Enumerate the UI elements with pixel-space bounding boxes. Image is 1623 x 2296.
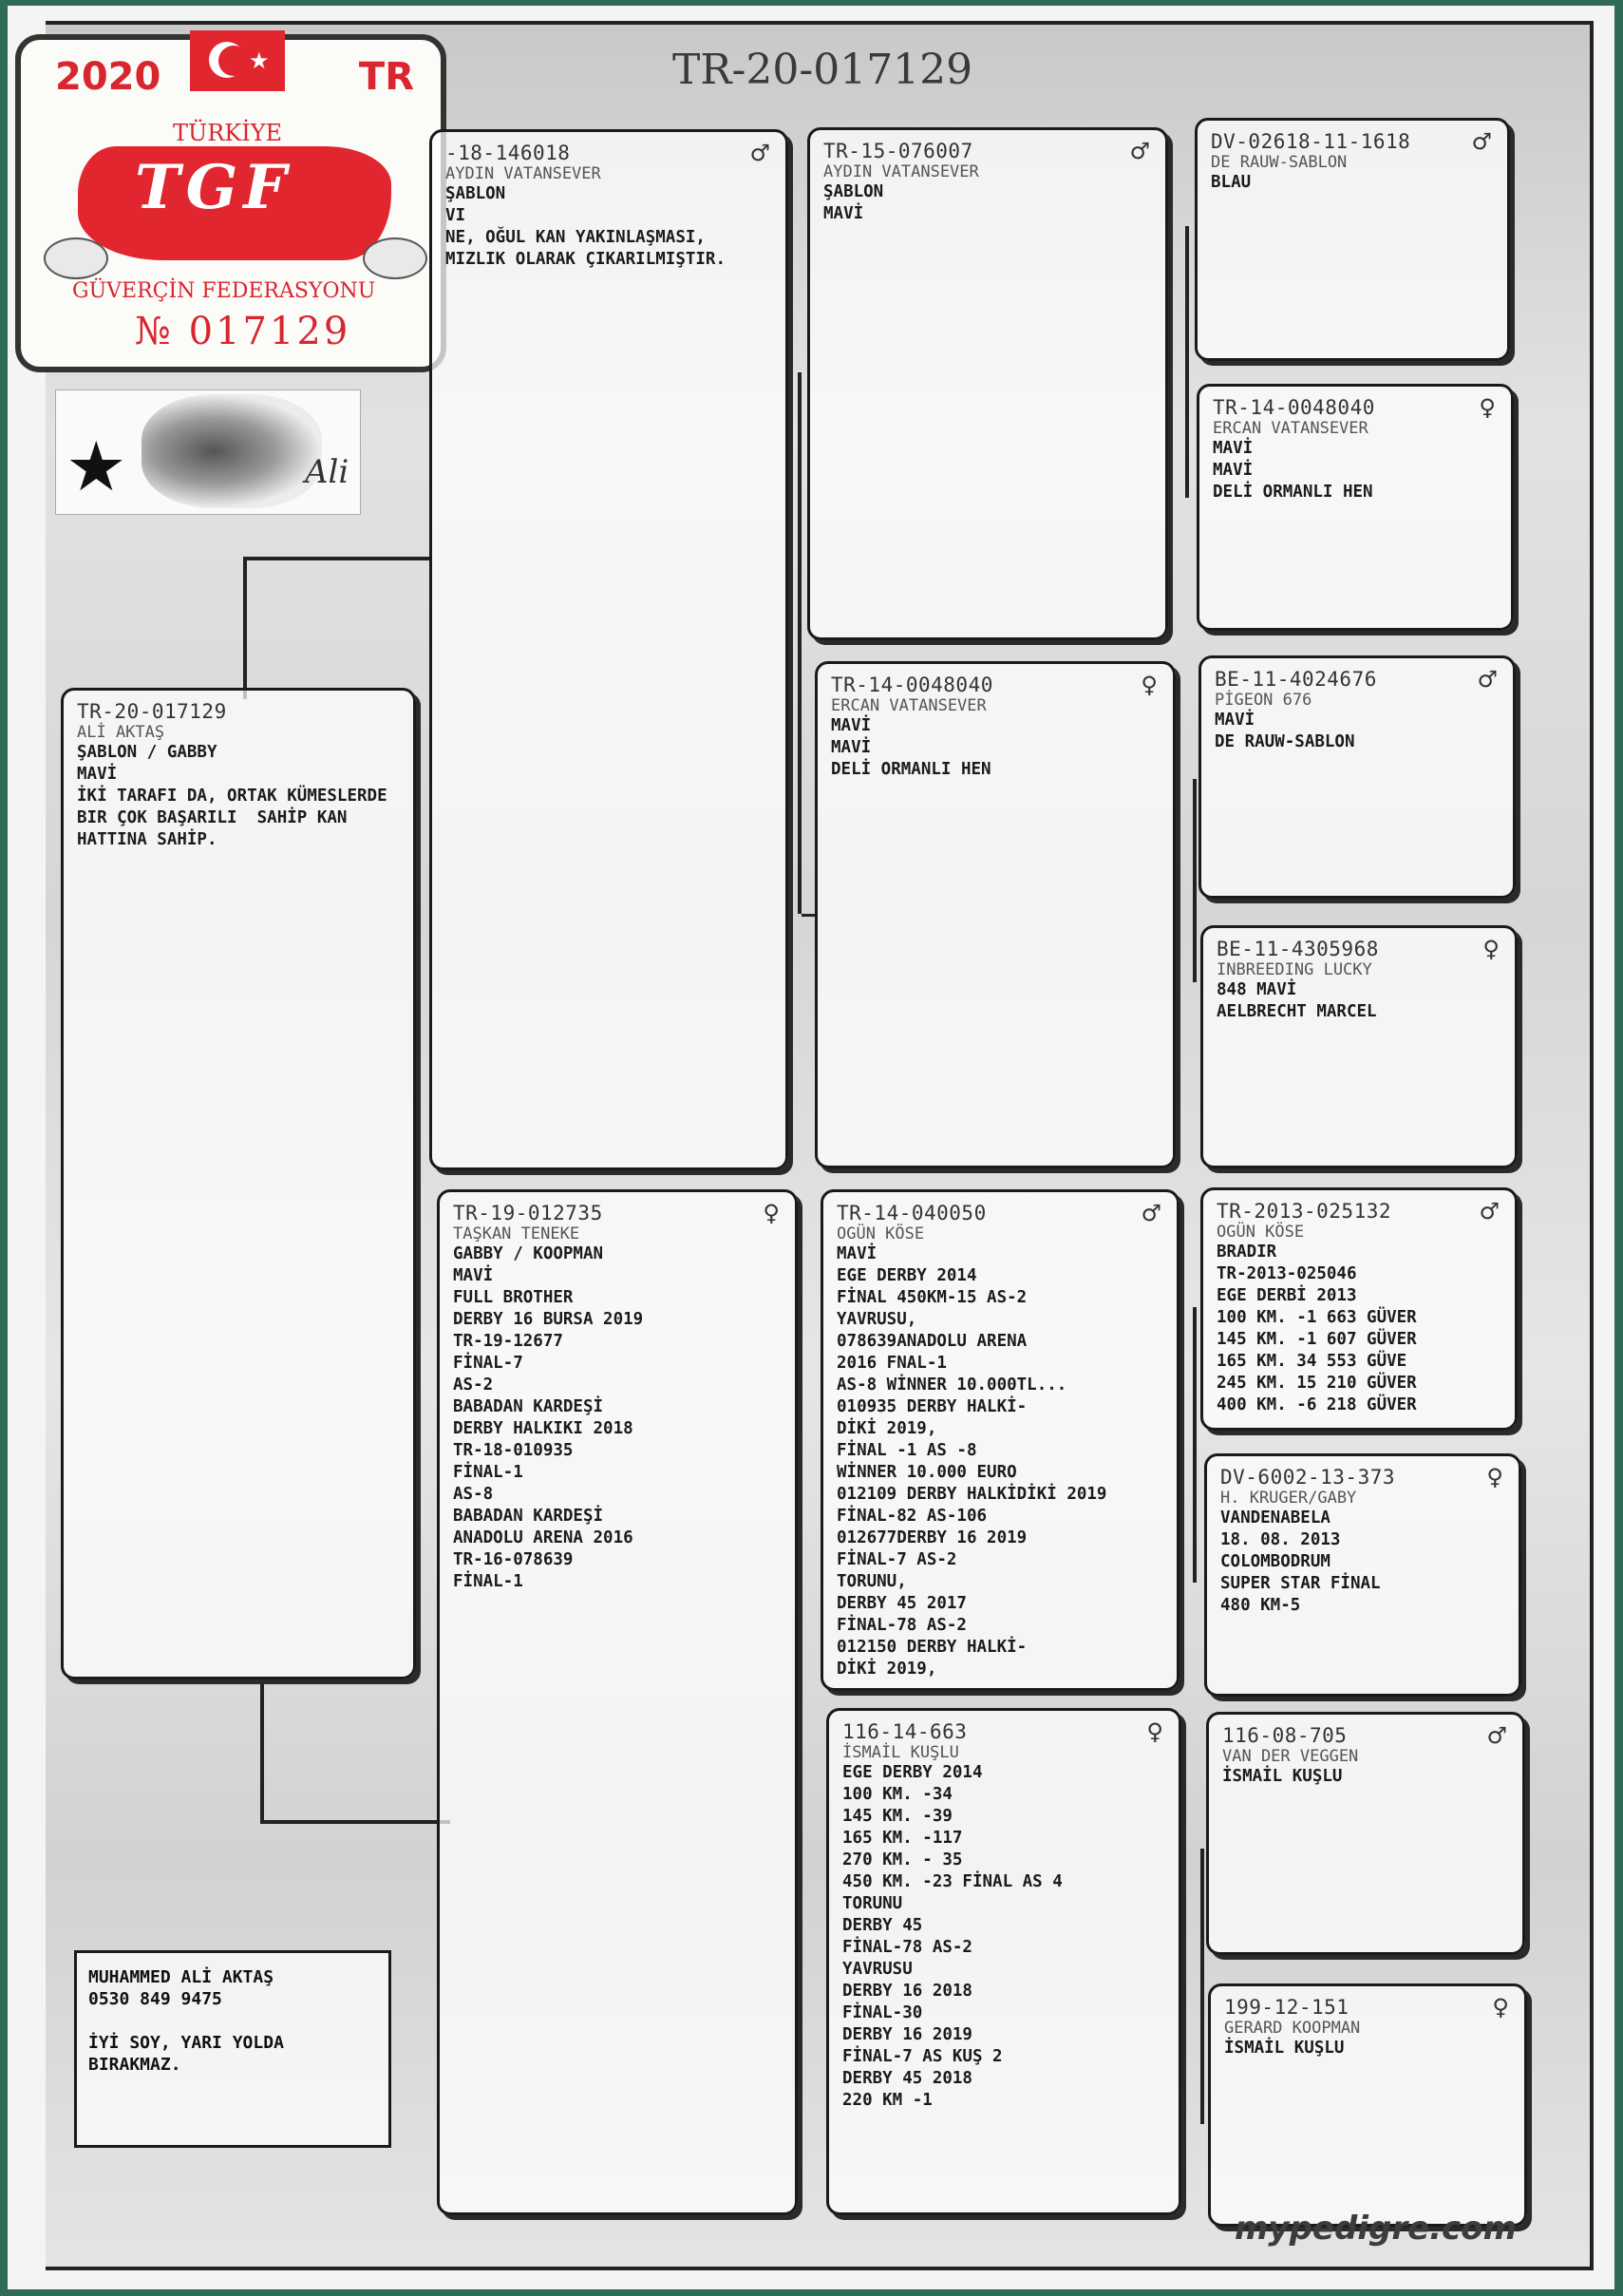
pedigree-note-line: EGE DERBY 2014	[842, 1763, 983, 1782]
pedigree-note-line: DERBY 16 2019	[842, 2025, 972, 2044]
pedigree-note-line: TR-2013-025046	[1217, 1264, 1357, 1283]
owner-name: GERARD KOOPMAN	[1224, 2019, 1361, 2038]
pedigree-note-line: DE RAUW-SABLON	[1215, 732, 1355, 751]
pedigree-note-line: DİKİ 2019,	[837, 1419, 937, 1438]
connector-line	[243, 557, 247, 699]
pedigree-note-line: TR-18-010935	[453, 1441, 574, 1460]
pedigree-note-line: DELİ ORMANLI HEN	[831, 760, 991, 779]
pedigree-note-line: TR-19-12677	[453, 1332, 563, 1351]
ring-number: DV-6002-13-373	[1220, 1466, 1396, 1489]
pedigree-note-line: VANDENABELA	[1220, 1509, 1330, 1528]
pedigree-note-line: 100 KM. -1 663 GÜVER	[1217, 1308, 1417, 1327]
pedigree-note-line: DERBY 45 2018	[842, 2069, 972, 2088]
pedigree-note-line: 012150 DERBY HALKİ-	[837, 1638, 1028, 1657]
contact-line: BIRAKMAZ.	[88, 2055, 181, 2075]
sire-card	[429, 129, 788, 1170]
pedigree-note-line: DERBY 16 2018	[842, 1982, 972, 2001]
page-title: TR-20-017129	[672, 46, 973, 94]
pedigree-note-line: MIZLIK OLARAK ÇIKARILMIŞTIR.	[445, 250, 727, 269]
turkish-flag-icon	[190, 30, 285, 91]
connector-line	[1200, 1849, 1204, 2124]
male-sex-icon: ♂	[1141, 1200, 1161, 1226]
pedigree-note-line: AS-2	[453, 1376, 494, 1395]
owner-name: OGÜN KÖSE	[837, 1224, 925, 1243]
portrait-silhouette	[142, 394, 322, 508]
pedigree-note-line: AELBRECHT MARCEL	[1217, 1002, 1377, 1021]
pedigree-note-line: İKİ TARAFI DA, ORTAK KÜMESLERDE	[77, 787, 387, 806]
pedigree-note-line: 165 KM. 34 553 GÜVE	[1217, 1352, 1407, 1371]
dam-dam-dam-card	[1208, 1983, 1527, 2227]
owner-name: TAŞKAN TENEKE	[453, 1224, 580, 1243]
pedigree-note-line: 010935 DERBY HALKİ-	[837, 1397, 1028, 1416]
stamp-country: TÜRKİYE	[173, 120, 283, 146]
connector-line	[798, 372, 802, 914]
pedigree-note-line: COLOMBODRUM	[1220, 1552, 1330, 1571]
dam-dam-sire-card	[1206, 1712, 1525, 1955]
contact-line	[88, 2010, 377, 2032]
pedigree-note-line: DELİ ORMANLI HEN	[1213, 483, 1373, 502]
ring-number: 116-14-663	[842, 1720, 968, 1743]
stamp-federation: GÜVERÇİN FEDERASYONU	[72, 279, 376, 303]
pedigree-note-line: 012677DERBY 16 2019	[837, 1528, 1028, 1547]
stamp-brand: TGF	[135, 152, 293, 223]
ring-number: TR-14-0048040	[1213, 396, 1375, 419]
female-sex-icon: ♀	[1486, 1464, 1503, 1490]
pedigree-note-line: ŞABLON	[823, 182, 884, 201]
breeder-contact-box	[74, 1950, 391, 2148]
pedigree-note-line: FİNAL 450KM-15 AS-2	[837, 1288, 1028, 1307]
sire-sire-dam-card	[1197, 384, 1514, 631]
dam-card	[437, 1189, 798, 2215]
owner-name: INBREEDING LUCKY	[1217, 960, 1372, 979]
crescent-cutout-shape	[218, 46, 249, 76]
owner-name: DE RAUW-SABLON	[1211, 153, 1348, 172]
pedigree-note-line: YAVRUSU	[842, 1960, 913, 1979]
pedigree-note-line: ANADOLU ARENA 2016	[453, 1528, 633, 1547]
sire-dam-card	[815, 661, 1176, 1168]
pedigree-note-line: BLAU	[1211, 173, 1252, 192]
ring-number: DV-02618-11-1618	[1211, 130, 1411, 153]
pigeon-emblem-icon	[44, 237, 108, 279]
pedigree-note-line: BRADIR	[1217, 1243, 1277, 1262]
ring-number: BE-11-4305968	[1217, 938, 1379, 960]
footer-brand: mypedigre.com	[1235, 2210, 1518, 2248]
pedigree-note-line: DİKİ 2019,	[837, 1660, 937, 1679]
pedigree-note-line: FİNAL-7 AS-2	[837, 1550, 957, 1569]
sire-dam-dam-card	[1200, 925, 1518, 1168]
pedigree-note-line: SUPER STAR FİNAL	[1220, 1574, 1381, 1593]
ring-number: TR-15-076007	[823, 140, 973, 162]
stamp-serial: № 017129	[135, 310, 351, 353]
sire-dam-sire-card	[1198, 655, 1516, 899]
pedigree-note-line: 145 KM. -39	[842, 1807, 953, 1826]
dam-dam-card	[826, 1708, 1181, 2215]
stamp-country-code: TR	[358, 55, 414, 99]
connector-line	[1193, 779, 1197, 982]
pedigree-note-line: DERBY 45	[842, 1916, 923, 1935]
pedigree-note-line: MAVİ	[831, 738, 872, 757]
contact-line: İYİ SOY, YARI YOLDA	[88, 2033, 284, 2053]
pedigree-note-line: 100 KM. -34	[842, 1785, 953, 1804]
connector-line	[798, 1446, 802, 1719]
owner-name: ALİ AKTAŞ	[77, 723, 165, 742]
stamp-year: 2020	[55, 55, 161, 99]
owner-name: AYDIN VATANSEVER	[823, 162, 979, 181]
male-sex-icon: ♂	[1129, 138, 1150, 164]
pedigree-note-line: AS-8	[453, 1485, 494, 1504]
pedigree-note-line: 078639ANADOLU ARENA	[837, 1332, 1028, 1351]
pedigree-note-line: FİNAL-78 AS-2	[837, 1616, 967, 1635]
female-sex-icon: ♀	[763, 1200, 780, 1226]
pedigree-note-line: 145 KM. -1 607 GÜVER	[1217, 1330, 1417, 1349]
owner-name: ERCAN VATANSEVER	[1213, 419, 1368, 438]
pedigree-note-line: WİNNER 10.000 EURO	[837, 1463, 1017, 1482]
connector-line	[260, 1820, 450, 1824]
pedigree-note-line: İSMAİL KUŞLU	[1222, 1767, 1343, 1786]
ring-number: 199-12-151	[1224, 1996, 1349, 2019]
contact-line: MUHAMMED ALİ AKTAŞ	[88, 1967, 274, 1987]
pedigree-note-line: FİNAL-82 AS-106	[837, 1507, 988, 1526]
pedigree-note-line: 012109 DERBY HALKİDİKİ 2019	[837, 1485, 1107, 1504]
male-sex-icon: ♂	[1471, 128, 1492, 155]
pedigree-note-line: DERBY 16 BURSA 2019	[453, 1310, 644, 1329]
flag-star-icon: ★	[249, 47, 270, 74]
pedigree-note-line: MAVİ	[837, 1244, 878, 1263]
connector-line	[243, 557, 429, 560]
sire-sire-sire-card	[1195, 118, 1510, 361]
pedigree-note-line: ŞABLON / GABBY	[77, 743, 217, 762]
pedigree-note-line: MAVİ	[77, 765, 118, 784]
portrait-image	[55, 389, 361, 515]
pedigree-note-line: FİNAL-78 AS-2	[842, 1938, 972, 1957]
pedigree-note-line: MAVİ	[823, 204, 864, 223]
owner-name: AYDIN VATANSEVER	[445, 164, 601, 183]
ring-number: TR-19-012735	[453, 1202, 603, 1224]
pedigree-note-line: 480 KM-5	[1220, 1596, 1301, 1615]
pedigree-note-line: TORUNU	[842, 1894, 903, 1913]
pedigree-note-line: FİNAL -1 AS -8	[837, 1441, 977, 1460]
contact-line: 0530 849 9475	[88, 1989, 222, 2009]
male-sex-icon: ♂	[749, 140, 770, 166]
signature: Ali	[305, 453, 349, 491]
male-sex-icon: ♂	[1477, 666, 1498, 693]
pedigree-note-line: 165 KM. -117	[842, 1829, 963, 1848]
pedigree-note-line: EGE DERBİ 2013	[1217, 1286, 1357, 1305]
pedigree-note-line: 245 KM. 15 210 GÜVER	[1217, 1374, 1417, 1393]
pedigree-note-line: 450 KM. -23 FİNAL AS 4	[842, 1872, 1063, 1891]
pedigree-note-line: MAVİ	[831, 716, 872, 735]
pedigree-note-line: YAVRUSU,	[837, 1310, 917, 1329]
pedigree-note-line: MAVİ	[453, 1266, 494, 1285]
connector-line	[1193, 1307, 1197, 1583]
owner-name: H. KRUGER/GABY	[1220, 1489, 1357, 1508]
federation-stamp	[15, 34, 446, 372]
ring-number: TR-20-017129	[77, 700, 227, 723]
pedigree-note-line: BABADAN KARDEŞİ	[453, 1507, 604, 1526]
sire-sire-card	[807, 127, 1168, 640]
male-sex-icon: ♂	[1486, 1722, 1507, 1749]
ring-number: TR-2013-025132	[1217, 1200, 1392, 1223]
pedigree-note-line: FİNAL-7 AS KUŞ 2	[842, 2047, 1003, 2066]
pedigree-note-line: AS-8 WİNNER 10.000TL...	[837, 1376, 1067, 1395]
pedigree-note-line: TR-16-078639	[453, 1550, 574, 1569]
pedigree-note-line: MAVİ	[1215, 711, 1255, 730]
pedigree-sheet	[8, 6, 1614, 2289]
pedigree-note-line: 270 KM. - 35	[842, 1850, 963, 1869]
pigeon-emblem-icon	[363, 237, 427, 279]
female-sex-icon: ♀	[1141, 672, 1158, 698]
dam-sire-dam-card	[1204, 1453, 1521, 1697]
subject-pigeon-card	[61, 688, 416, 1679]
owner-name: PİGEON 676	[1215, 691, 1312, 710]
ring-number: TR-14-0048040	[831, 674, 993, 696]
pedigree-note-line: BABADAN KARDEŞİ	[453, 1397, 604, 1416]
female-sex-icon: ♀	[1479, 394, 1496, 421]
connector-line	[1185, 226, 1189, 498]
pedigree-note-line: MAVİ	[1213, 461, 1254, 480]
dam-sire-sire-card	[1200, 1187, 1518, 1431]
pedigree-note-line: 2016 FNAL-1	[837, 1354, 947, 1373]
pedigree-note-line: GABBY / KOOPMAN	[453, 1244, 604, 1263]
pedigree-note-line: 400 KM. -6 218 GÜVER	[1217, 1395, 1417, 1414]
connector-line	[260, 1679, 264, 1824]
pedigree-note-line: 18. 08. 2013	[1220, 1530, 1341, 1549]
pedigree-note-line: EGE DERBY 2014	[837, 1266, 977, 1285]
pedigree-note-line: FULL BROTHER	[453, 1288, 574, 1307]
pedigree-note-line: 848 MAVİ	[1217, 980, 1297, 999]
pedigree-note-line: FİNAL-1	[453, 1572, 523, 1591]
ring-number: TR-14-040050	[837, 1202, 987, 1224]
pedigree-note-line: DERBY 45 2017	[837, 1594, 967, 1613]
female-sex-icon: ♀	[1146, 1718, 1163, 1745]
pedigree-note-line: FİNAL-1	[453, 1463, 523, 1482]
pedigree-note-line: FİNAL-7	[453, 1354, 523, 1373]
pedigree-note-line: FİNAL-30	[842, 2003, 923, 2022]
female-sex-icon: ♀	[1482, 936, 1500, 962]
male-sex-icon: ♂	[1479, 1198, 1500, 1224]
dam-sire-card	[821, 1189, 1180, 1691]
pedigree-note-line: BIR ÇOK BAŞARILI SAHİP KAN	[77, 808, 348, 827]
owner-name: VAN DER VEGGEN	[1222, 1747, 1359, 1766]
star-icon: ★	[66, 427, 127, 506]
ring-number: 116-08-705	[1222, 1724, 1348, 1747]
ring-number: -18-146018	[445, 142, 571, 164]
pedigree-note-line: İSMAİL KUŞLU	[1224, 2039, 1345, 2058]
connector-line	[802, 914, 815, 917]
owner-name: İSMAİL KUŞLU	[842, 1743, 959, 1762]
female-sex-icon: ♀	[1492, 1994, 1509, 2021]
owner-name: ERCAN VATANSEVER	[831, 696, 987, 715]
ring-number: BE-11-4024676	[1215, 668, 1377, 691]
pedigree-note-line: MAVİ	[1213, 439, 1254, 458]
owner-name: OGÜN KÖSE	[1217, 1223, 1305, 1242]
pedigree-note-line: ŞABLON	[445, 184, 506, 203]
pedigree-note-line: NE, OĞUL KAN YAKINLAŞMASI,	[445, 228, 706, 247]
pedigree-note-line: 220 KM -1	[842, 2091, 933, 2110]
pedigree-note-line: HATTINA SAHİP.	[77, 830, 217, 849]
pedigree-note-line: VI	[445, 206, 466, 225]
pedigree-note-line: DERBY HALKIKI 2018	[453, 1419, 633, 1438]
pedigree-note-line: TORUNU,	[837, 1572, 907, 1591]
